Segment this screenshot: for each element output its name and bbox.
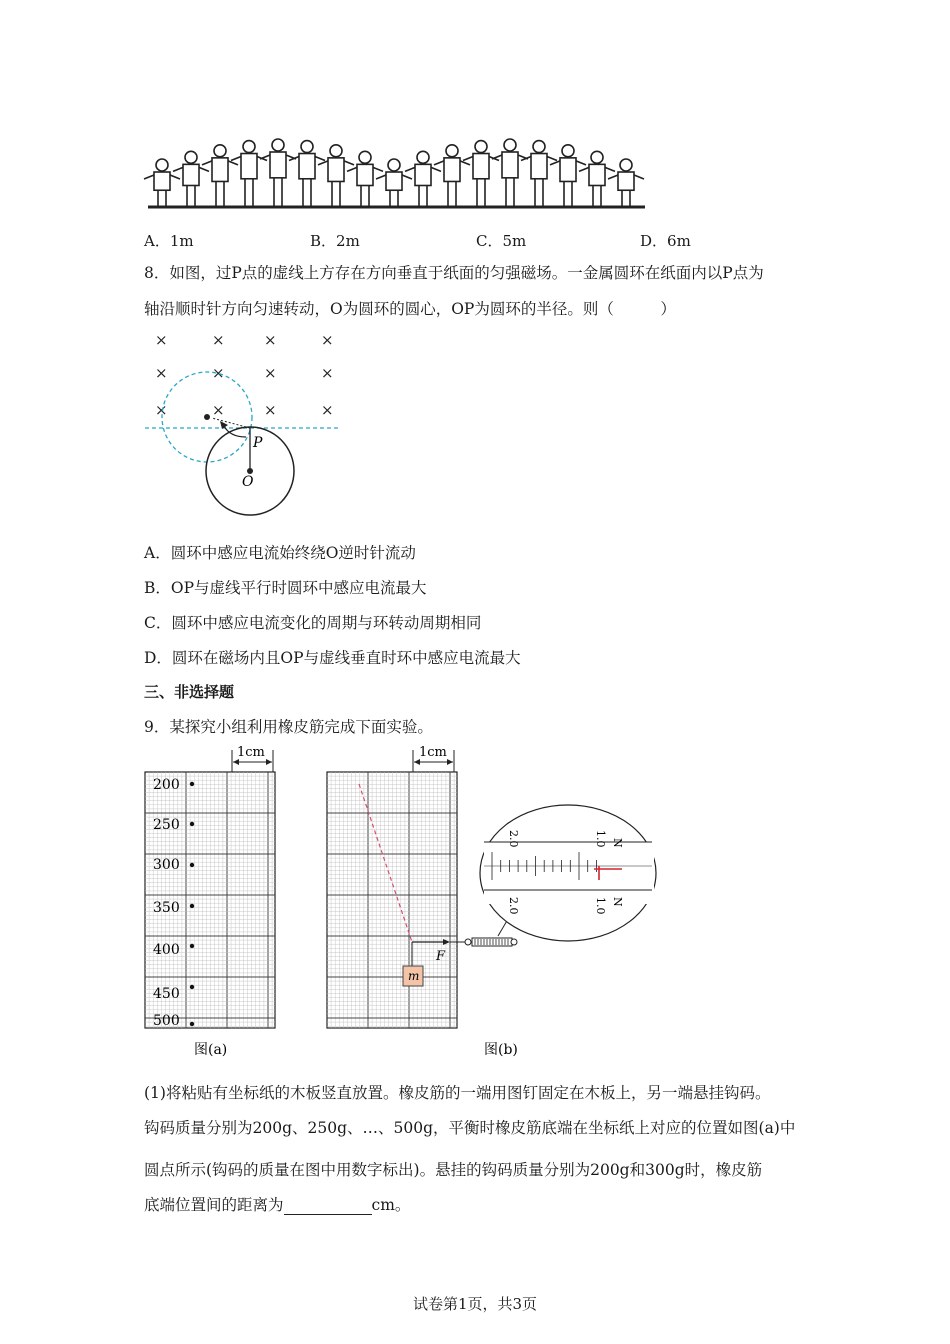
person-figure — [376, 159, 412, 206]
q8-option-a[interactable]: A．圆环中感应电流始终绕O逆时针流动 — [144, 544, 416, 562]
q9-part1-line1: (1)将粘贴有坐标纸的木板竖直放置。橡皮筋的一端用图钉固定在木板上，另一端悬挂钩码。 — [144, 1084, 771, 1102]
q9-figure-a — [140, 742, 285, 1060]
label-p: P — [253, 435, 263, 451]
person-figure — [202, 145, 238, 206]
mass-label-250: 250 — [153, 817, 180, 833]
person-figure — [260, 139, 296, 206]
field-cross-icon: × — [155, 401, 168, 419]
people-wave-illustration — [140, 112, 660, 214]
q8-option-b[interactable]: B．OP与虚线平行时圆环中感应电流最大 — [144, 579, 427, 597]
person-figure — [289, 141, 325, 206]
person-figure — [463, 141, 499, 206]
field-cross-icon: × — [212, 364, 225, 382]
q9-part1-line4 — [144, 1195, 410, 1215]
person-figure — [434, 145, 470, 206]
field-cross-icon: × — [212, 331, 225, 349]
mass-label-200: 200 — [153, 777, 180, 793]
scale-top-left: 2.0 — [507, 830, 520, 848]
scale-bottom-unit: N — [611, 897, 624, 907]
person-figure — [144, 159, 180, 206]
force-label: F — [436, 949, 446, 964]
q9-part1-line3: 圆点所示(钩码的质量在图中用数字标出)。悬挂的钩码质量分别为200g和300g时，橡皮筋 — [144, 1161, 763, 1179]
scale-bottom-right: 1.0 — [594, 897, 607, 915]
position-dot — [190, 863, 194, 867]
field-cross-icon: × — [155, 331, 168, 349]
field-cross-icon: × — [321, 331, 334, 349]
mass-label-450: 450 — [153, 986, 180, 1002]
q7-option-c[interactable]: C．5m — [476, 232, 527, 250]
mass-label-500: 500 — [153, 1013, 180, 1029]
q8-magnetic-field-figure — [140, 325, 350, 520]
mass-label-300: 300 — [153, 857, 180, 873]
field-cross-icon: × — [264, 364, 277, 382]
q9-figure-b — [322, 742, 662, 1060]
q9-part1-line4-post: cm。 — [371, 1196, 411, 1214]
person-figure — [318, 145, 354, 206]
page-footer: 试卷第1页，共3页 — [412, 1295, 538, 1313]
field-cross-icon: × — [264, 401, 277, 419]
position-dot — [190, 944, 194, 948]
scale-bottom-left: 2.0 — [507, 897, 520, 915]
q9-part1-line2: 钩码质量分别为200g、250g、…、500g，平衡时橡皮筋底端在坐标纸上对应的位置如图(a)中 — [144, 1119, 796, 1137]
field-cross-icon: × — [212, 401, 225, 419]
scale-top-unit: N — [611, 838, 624, 848]
mass-label-400: 400 — [153, 942, 180, 958]
person-figure — [492, 139, 528, 206]
q9-stem: 9．某探究小组利用橡皮筋完成下面实验。 — [144, 718, 433, 736]
q8-option-c[interactable]: C．圆环中感应电流变化的周期与环转动周期相同 — [144, 614, 482, 632]
position-dot — [190, 822, 194, 826]
person-figure — [608, 159, 644, 206]
q7-option-b[interactable]: B．2m — [310, 232, 360, 250]
q8-stem-line1: 8．如图，过P点的虚线上方存在方向垂直于纸面的匀强磁场。一金属圆环在纸面内以P点为 — [144, 264, 764, 282]
position-dot — [190, 904, 194, 908]
position-dot — [190, 985, 194, 989]
q8-option-d[interactable]: D．圆环在磁场内且OP与虚线垂直时环中感应电流最大 — [144, 649, 521, 667]
label-o: O — [242, 474, 254, 490]
field-cross-icon: × — [321, 401, 334, 419]
rotated-center-dot — [204, 414, 210, 420]
mass-label: m — [408, 969, 420, 983]
person-figure — [521, 141, 557, 206]
person-figure — [550, 145, 586, 206]
q7-option-a[interactable]: A．1m — [144, 232, 194, 250]
position-dot — [190, 782, 194, 786]
section-title: 三、非选择题 — [144, 683, 235, 701]
q8-stem-line2: 轴沿顺时针方向匀速转动，O为圆环的圆心，OP为圆环的半径。则（ ） — [144, 300, 676, 318]
position-dot — [190, 1022, 194, 1026]
q9-part1-line4-pre: 底端位置间的距离为 — [144, 1196, 284, 1214]
scale-top-right: 1.0 — [594, 830, 607, 848]
q7-option-d[interactable]: D．6m — [640, 232, 691, 250]
person-figure — [231, 141, 267, 206]
fig-a-caption: 图(a) — [194, 1042, 228, 1058]
mass-label-350: 350 — [153, 900, 180, 916]
answer-blank[interactable] — [284, 1198, 372, 1215]
field-cross-icon: × — [264, 331, 277, 349]
field-cross-icon: × — [321, 364, 334, 382]
fig-b-scale: 1cm — [419, 745, 447, 760]
fig-b-caption: 图(b) — [484, 1042, 518, 1058]
fig-a-scale: 1cm — [237, 745, 265, 760]
field-cross-icon: × — [155, 364, 168, 382]
